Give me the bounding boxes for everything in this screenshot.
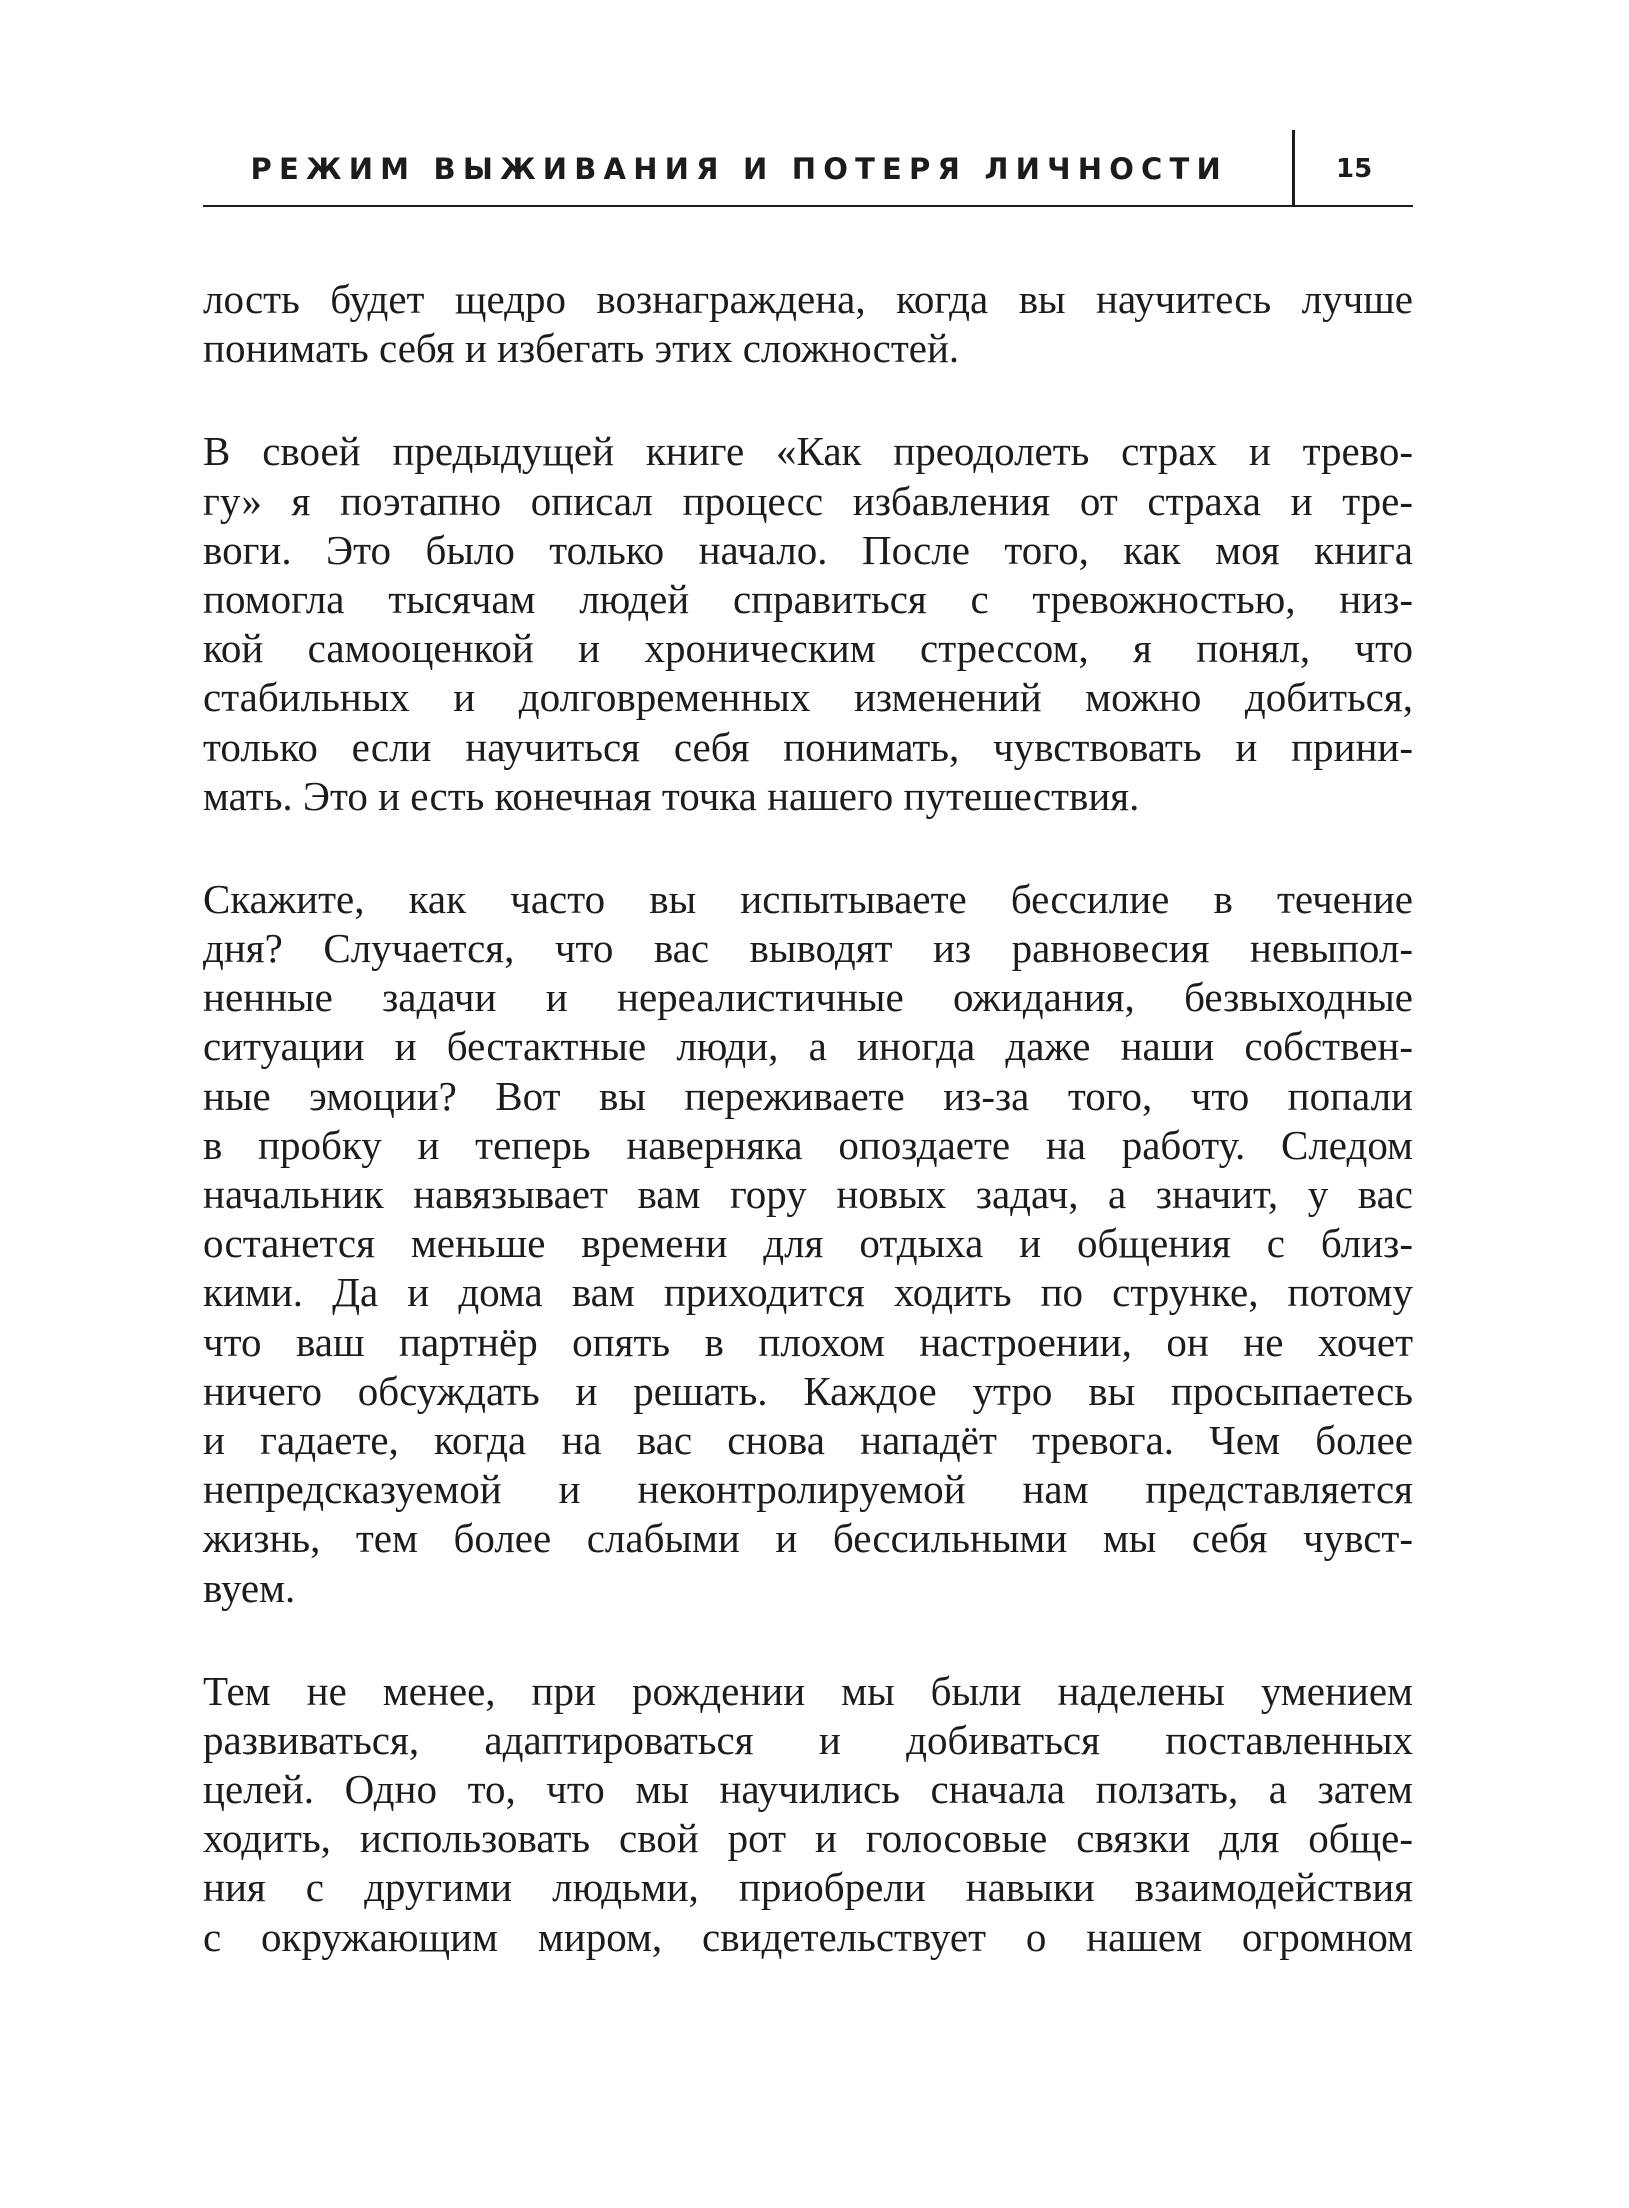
paragraph-4 <box>203 1667 1413 1962</box>
text-line: останется меньше времени для отдыха и общения с близ- <box>203 1220 1413 1267</box>
text-line: понимать себя и избегать этих сложностей. <box>203 325 960 372</box>
running-header <box>203 122 1413 207</box>
text-line: гу» я поэтапно описал процесс избавления от страха и тре- <box>203 477 1413 524</box>
text-line: воги. Это было только начало. После того, как моя книга <box>203 526 1413 573</box>
header-separator <box>1292 130 1295 207</box>
header-rule <box>203 205 1413 207</box>
running-title: РЕЖИМ ВЫЖИВАНИЯ И ПОТЕРЯ ЛИЧНОСТИ <box>250 152 1228 186</box>
text-line: ситуации и бестактные люди, а иногда даже наши собствен- <box>203 1023 1413 1070</box>
body-text <box>203 275 1413 1962</box>
text-line: помогла тысячам людей справиться с тревожностью, низ- <box>203 575 1413 622</box>
text-line: что ваш партнёр опять в плохом настроении, он не хочет <box>203 1318 1413 1365</box>
text-line: целей. Одно то, что мы научились сначала ползать, а затем <box>203 1766 1413 1813</box>
text-line: Тем не менее, при рождении мы были наделены умением <box>203 1667 1413 1714</box>
text-line: развиваться, адаптироваться и добиваться поставленных <box>203 1716 1413 1763</box>
text-line: ния с другими людьми, приобрели навыки взаимодействия <box>203 1864 1413 1911</box>
text-line: вуем. <box>203 1564 296 1611</box>
text-line: лость будет щедро вознаграждена, когда вы научитесь лучше <box>203 276 1413 322</box>
text-line: начальник навязывает вам гору новых задач, а значит, у вас <box>203 1171 1413 1217</box>
paragraph-3 <box>203 875 1413 1613</box>
paragraph-1 <box>203 275 1413 373</box>
text-line: ничего обсуждать и решать. Каждое утро вы просыпаетесь <box>203 1367 1413 1414</box>
text-line: с окружающим миром, свидетельствует о нашем огромном <box>203 1913 1413 1960</box>
text-line: стабильных и долговременных изменений можно добиться, <box>203 674 1413 721</box>
text-line: В своей предыдущей книге «Как преодолеть страх и трево- <box>203 428 1413 475</box>
text-line: ненные задачи и нереалистичные ожидания, безвыходные <box>203 974 1413 1021</box>
text-line: ные эмоции? Вот вы переживаете из-за того, что попали <box>203 1072 1413 1119</box>
text-line: жизнь, тем более слабыми и бессильными мы себя чувст- <box>203 1515 1413 1562</box>
text-line: и гадаете, когда на вас снова нападёт тревога. Чем более <box>203 1416 1413 1463</box>
page-number: 15 <box>1336 154 1373 184</box>
text-line: Скажите, как часто вы испытываете бессилие в течение <box>203 875 1413 922</box>
text-line: ходить, использовать свой рот и голосовые связки для обще- <box>203 1815 1413 1862</box>
text-line: кой самооценкой и хроническим стрессом, я понял, что <box>203 625 1413 672</box>
text-line: дня? Случается, что вас выводят из равновесия невыпол- <box>203 925 1413 972</box>
text-line: только если научиться себя понимать, чувствовать и прини- <box>203 723 1413 770</box>
paragraph-2 <box>203 427 1413 821</box>
text-line: непредсказуемой и неконтролируемой нам представляется <box>203 1466 1413 1513</box>
text-line: мать. Это и есть конечная точка нашего путешествия. <box>203 772 1140 819</box>
text-line: в пробку и теперь наверняка опоздаете на работу. Следом <box>203 1121 1413 1168</box>
text-line: кими. Да и дома вам приходится ходить по струнке, потому <box>203 1269 1413 1316</box>
